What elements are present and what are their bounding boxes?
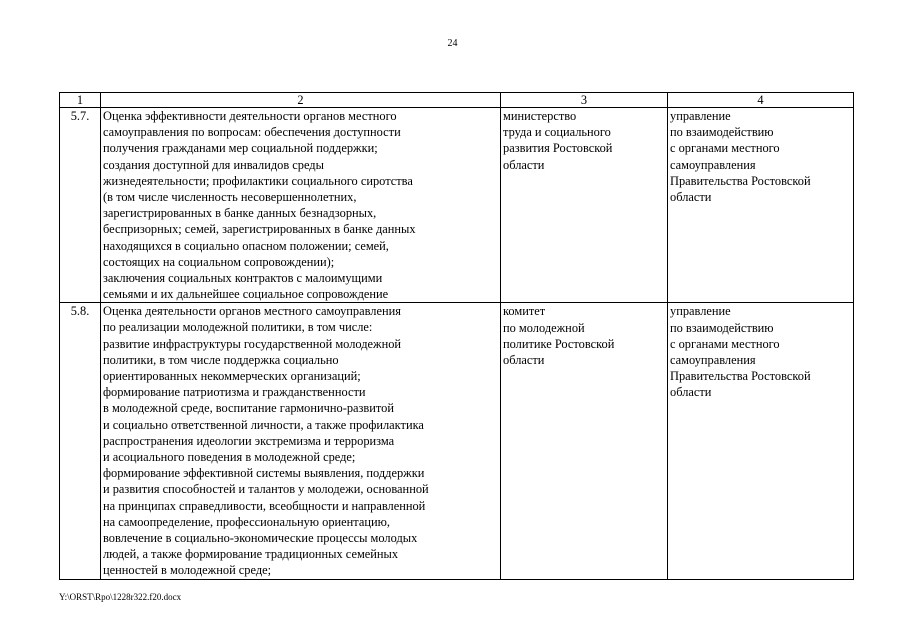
coexecutor-line: самоуправления [670, 352, 756, 367]
file-path-footer: Y:\ORST\Rpo\1228r322.f20.docx [59, 592, 182, 602]
coexecutor-line: управление [670, 109, 731, 123]
description-line: зарегистрированных в банке данных безнадзорных, [103, 206, 377, 221]
column-number-3: 3 [501, 93, 668, 108]
description-line: состоящих на социальном сопровождении); [103, 254, 335, 269]
description-line: беспризорных; семей, зарегистрированных в банке данных [103, 222, 416, 237]
page-number: 24 [447, 38, 458, 49]
description-line: ориентированных некоммерческих организаций; [103, 369, 361, 384]
executor-line: области [503, 352, 545, 367]
executor-line: развития Ростовской [503, 141, 613, 156]
description-line: вовлечение в социально-экономические процессы молодых [103, 530, 418, 545]
coexecutor-line: с органами местного [670, 141, 780, 156]
description-line: в молодежной среде, воспитание гармонично-развитой [103, 401, 394, 416]
coexecutor-line: управление [670, 304, 731, 319]
coexecutor-line: Правительства Ростовской [670, 369, 811, 384]
description-line: семьями и их дальнейшее социальное сопровождение [103, 287, 389, 302]
description-line: развитие инфраструктуры государственной молодежной [103, 336, 402, 351]
column-number-1: 1 [60, 93, 101, 108]
executor-line: комитет [503, 304, 546, 319]
column-number-4: 4 [668, 93, 854, 108]
executor-line: области [503, 157, 545, 172]
coexecutor-line: по взаимодействию [670, 125, 774, 140]
description-line: на самоопределение, профессиональную ориентацию, [103, 514, 390, 529]
description-line: Оценка деятельности органов местного самоуправления [103, 304, 401, 319]
executor-cell [501, 303, 668, 579]
description-line: создания доступной для инвалидов среды [103, 157, 324, 172]
description-line: людей, а также формирование традиционных семейных [103, 547, 399, 562]
coexecutor-cell [668, 303, 854, 579]
description-line: получения гражданами мер социальной поддержки; [103, 141, 378, 156]
measures-table [59, 92, 854, 580]
coexecutor-line: по взаимодействию [670, 320, 774, 335]
coexecutor-line: области [670, 190, 712, 205]
coexecutor-line: с органами местного [670, 336, 780, 351]
description-line: самоуправления по вопросам: обеспечения доступности [103, 125, 401, 140]
coexecutor-line: Правительства Ростовской [670, 173, 811, 188]
description-line: Оценка эффективности деятельности органов местного [103, 109, 397, 123]
executor-line: политике Ростовской [503, 336, 615, 351]
coexecutor-line: области [670, 385, 712, 400]
executor-line: министерство [503, 109, 577, 123]
table-header-row [60, 93, 854, 108]
description-line: на принципах справедливости, всеобщности и направленной [103, 498, 426, 513]
measure-description [101, 303, 501, 579]
description-line: заключения социальных контрактов с малоимущими [103, 270, 383, 285]
description-line: и развития способностей и талантов у молодежи, основанной [103, 482, 429, 497]
measure-description [101, 108, 501, 303]
coexecutor-line: самоуправления [670, 157, 756, 172]
row-number: 5.7. [60, 108, 101, 303]
description-line: (в том числе численность несовершеннолетних, [103, 189, 357, 204]
executor-line: по молодежной [503, 320, 585, 335]
executor-line: труда и социального [503, 125, 611, 140]
description-line: ценностей в молодежной среде; [103, 563, 272, 578]
column-number-2: 2 [101, 93, 501, 108]
description-line: политики, в том числе поддержка социально [103, 352, 339, 367]
description-line: распространения идеологии экстремизма и терроризма [103, 433, 395, 448]
description-line: по реализации молодежной политики, в том числе: [103, 320, 373, 335]
description-line: жизнедеятельности; профилактики социального сиротства [103, 173, 413, 188]
table-row [60, 108, 854, 303]
description-line: и асоциального поведения в молодежной среде; [103, 450, 356, 465]
row-number: 5.8. [60, 303, 101, 579]
table-row [60, 303, 854, 579]
executor-cell [501, 108, 668, 303]
description-line: и социально ответственной личности, а также профилактика [103, 417, 424, 432]
description-line: формирование эффективной системы выявления, поддержки [103, 466, 425, 481]
coexecutor-cell [668, 108, 854, 303]
description-line: находящихся в социально опасном положении; семей, [103, 238, 389, 253]
description-line: формирование патриотизма и гражданственности [103, 385, 366, 400]
